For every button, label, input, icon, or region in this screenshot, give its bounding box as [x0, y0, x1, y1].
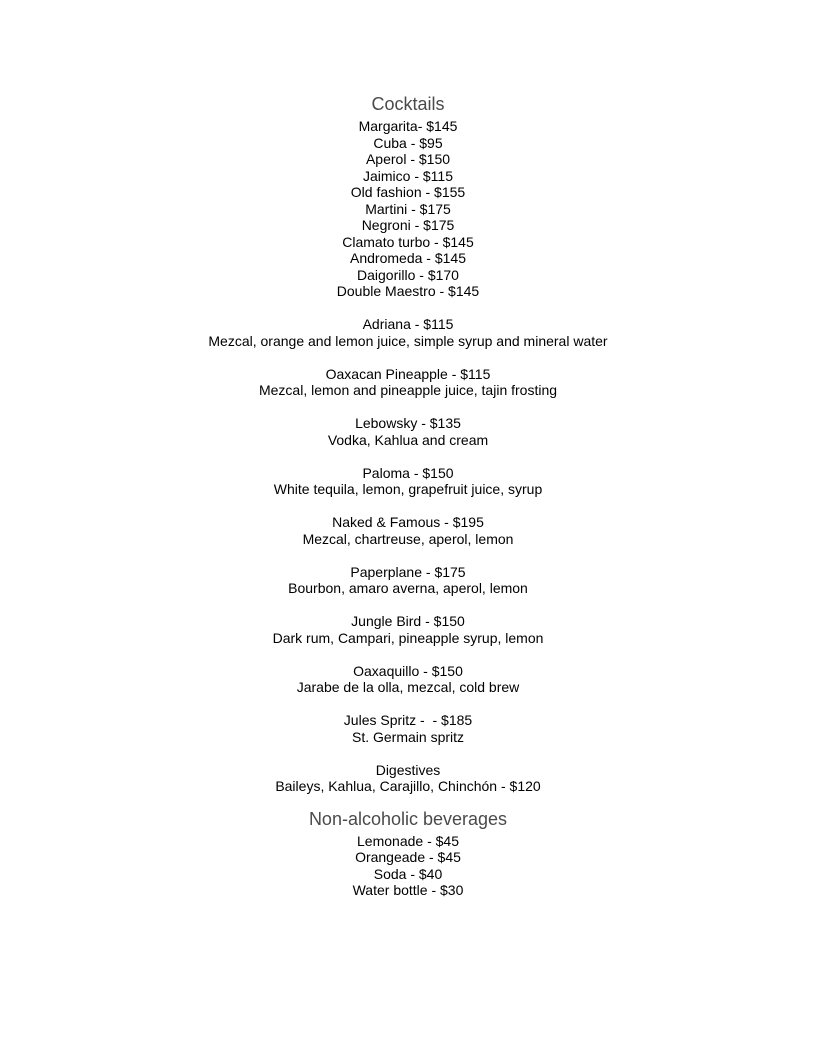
non-alcoholic-title: Non-alcoholic beverages [308, 808, 508, 829]
cocktails-title: Cocktails [371, 94, 445, 114]
non-alcoholic-item: Orangeade - $45 [355, 849, 461, 865]
featured-cocktail-name: Oaxaquillo - $150 [353, 662, 463, 679]
cocktail-item: Old fashion - $155 [350, 184, 466, 200]
cocktail-item: Aperol - $150 [365, 151, 451, 167]
menu-content [0, 92, 816, 899]
featured-cocktail-description: Jarabe de la olla, mezcal, cold brew [296, 679, 520, 695]
featured-cocktail-name: Adriana - $115 [362, 316, 454, 332]
featured-cocktail-name: Paloma - $150 [362, 464, 454, 481]
featured-cocktail [0, 712, 816, 745]
featured-cocktail [0, 366, 816, 399]
non-alcoholic-list [0, 833, 816, 899]
cocktail-item: Double Maestro - $145 [336, 283, 480, 299]
featured-cocktail [0, 465, 816, 498]
non-alcoholic-item: Soda - $40 [373, 865, 443, 882]
featured-cocktail-name: Lebowsky - $135 [355, 415, 461, 431]
featured-cocktail [0, 564, 816, 597]
featured-cocktail [0, 316, 816, 349]
cocktail-item: Margarita- $145 [358, 118, 458, 134]
cocktail-item: Martini - $175 [365, 200, 451, 217]
featured-cocktail-description: Dark rum, Campari, pineapple syrup, lemon [272, 629, 544, 646]
featured-cocktail-description: Mezcal, chartreuse, aperol, lemon [302, 530, 514, 547]
featured-cocktail-name: Jules Spritz - - $185 [343, 712, 473, 728]
featured-cocktail [0, 514, 816, 547]
digestives-heading: Digestives [375, 761, 441, 778]
featured-cocktail-description: Bourbon, amaro averna, aperol, lemon [288, 580, 528, 596]
featured-cocktail-description: Mezcal, lemon and pineapple juice, tajin frosting [258, 382, 558, 398]
featured-cocktail-description: St. Germain spritz [351, 728, 465, 745]
featured-cocktail-name: Oaxacan Pineapple - $115 [325, 365, 491, 382]
featured-cocktail-description: White tequila, lemon, grapefruit juice, syrup [273, 481, 543, 497]
cocktail-item: Negroni - $175 [361, 217, 455, 233]
featured-cocktail [0, 415, 816, 448]
featured-cocktail-name: Jungle Bird - $150 [351, 613, 465, 629]
cocktail-item: Jaimico - $115 [362, 167, 453, 184]
featured-cocktail-name: Naked & Famous - $195 [332, 514, 484, 530]
digestives-block [0, 762, 816, 795]
cocktail-item: Daigorillo - $170 [357, 266, 459, 283]
featured-cocktail-name: Paperplane - $175 [350, 563, 466, 580]
cocktails-simple-list [0, 118, 816, 300]
cocktail-item: Cuba - $95 [373, 134, 443, 151]
non-alcoholic-item: Lemonade - $45 [357, 832, 459, 849]
non-alcoholic-item: Water bottle - $30 [352, 882, 464, 898]
featured-cocktail [0, 663, 816, 696]
digestives-description: Baileys, Kahlua, Carajillo, Chinchón - $120 [275, 778, 541, 794]
cocktail-item: Clamato turbo - $145 [342, 233, 474, 250]
featured-cocktail-description: Vodka, Kahlua and cream [327, 431, 489, 448]
cocktail-item: Andromeda - $145 [350, 250, 466, 266]
featured-cocktail-description: Mezcal, orange and lemon juice, simple syrup and mineral water [208, 332, 608, 349]
featured-cocktail [0, 613, 816, 646]
